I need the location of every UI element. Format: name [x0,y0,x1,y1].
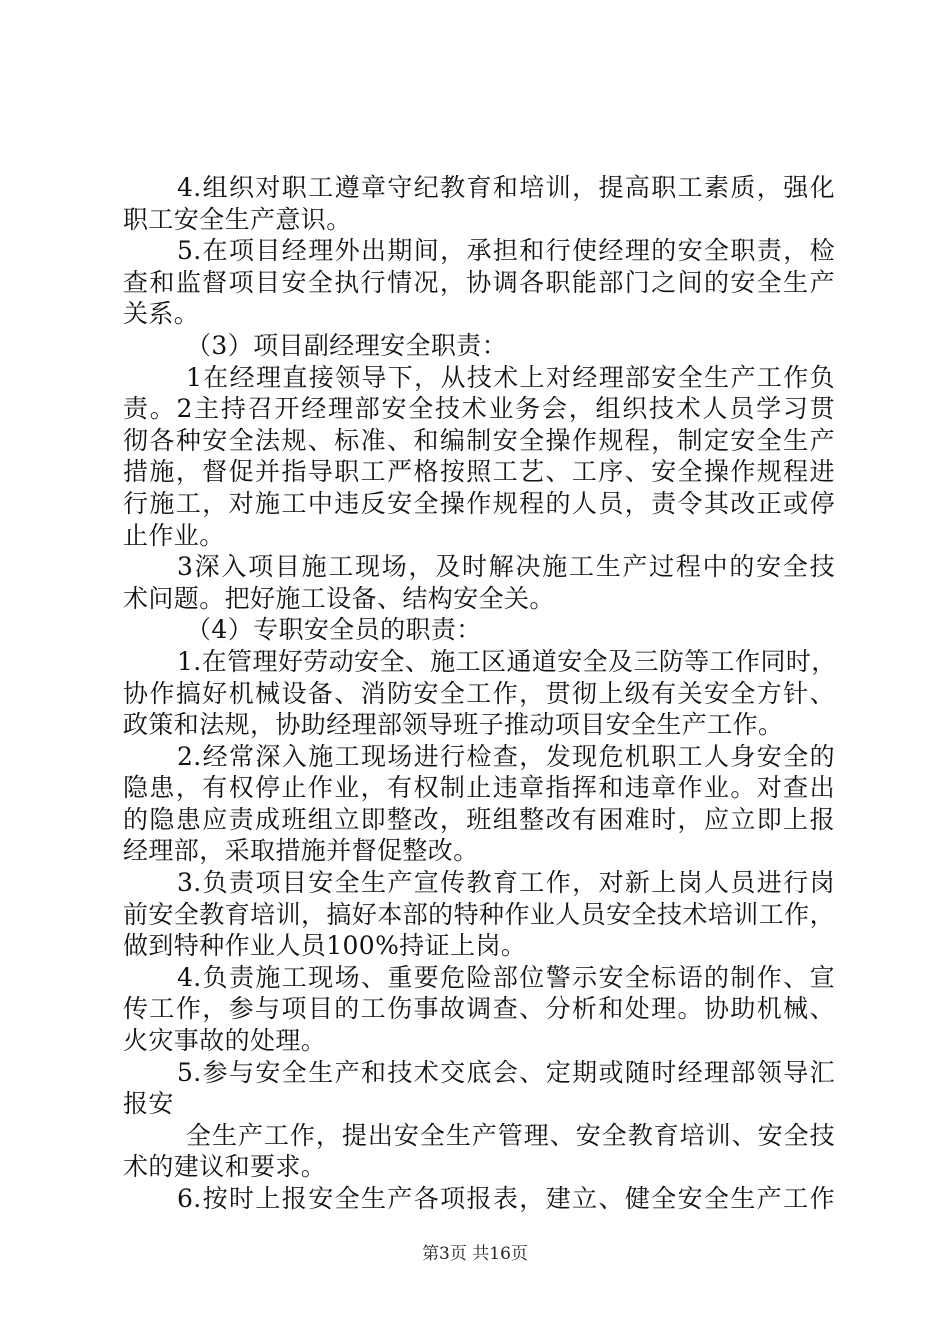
text-line: 4.组织对职工遵章守纪教育和培训，提高职工素质，强化 [177,173,835,202]
text-line: 传工作，参与项目的工伤事故调查、分析和处理。协助机械、 [123,994,835,1024]
text-line: 6.按时上报安全生产各项报表，建立、健全安全生产工作 [177,1184,835,1213]
text-line: 术的建议和要求。 [123,1152,327,1182]
text-line: 职工安全生产意识。 [123,204,352,234]
text-line: 前安全教育培训，搞好本部的特种作业人员安全技术培训工作， [123,899,835,929]
text-line: 4.负责施工现场、重要危险部位警示安全标语的制作、宣 [177,962,835,992]
text-line: 1在经理直接领导下，从技术上对经理部安全生产工作负 [186,362,835,392]
text-line: 协作搞好机械设备、消防安全工作，贯彻上级有关安全方针、 [123,678,835,708]
text-line: 的隐患应责成班组立即整改，班组整改有困难时，应立即上报 [123,804,835,834]
text-line: 全生产工作，提出安全生产管理、安全教育培训、安全技 [186,1120,835,1150]
text-line: 关系。 [123,299,200,329]
text-line: 措施，督促并指导职工严格按照工艺、工序、安全操作规程进 [123,457,835,487]
section-heading: （3）项目副经理安全职责： [186,330,508,360]
text-line: 1.在管理好劳动安全、施工区通道安全及三防等工作同时， [177,646,837,676]
text-line: 2.经常深入施工现场进行检查，发现危机职工人身安全的 [177,741,835,771]
section-heading: （4）专职安全员的职责： [186,615,482,645]
text-line: 3.负责项目安全生产宣传教育工作，对新上岗人员进行岗 [177,868,835,898]
text-line: 经理部，采取措施并督促整改。 [123,836,479,866]
text-line: 止作业。 [123,520,225,550]
text-line: 行施工，对施工中违反安全操作规程的人员，责令其改正或停 [123,488,835,518]
text-line: 报安 [123,1089,174,1119]
text-line: 5.参与安全生产和技术交底会、定期或随时经理部领导汇 [177,1057,835,1087]
text-line: 政策和法规，协助经理部领导班子推动项目安全生产工作。 [123,710,784,740]
text-line: 查和监督项目安全执行情况，协调各职能部门之间的安全生产 [123,267,835,297]
text-line: 3深入项目施工现场，及时解决施工生产过程中的安全技 [177,552,835,582]
text-line: 术问题。把好施工设备、结构安全关。 [123,583,555,613]
text-line: 5.在项目经理外出期间，承担和行使经理的安全职责，检 [177,236,835,266]
page-number-footer: 第3页 共16页 [422,1244,528,1264]
text-line: 隐患，有权停止作业，有权制止违章指挥和违章作业。对查出 [123,773,835,803]
text-line: 责。2主持召开经理部安全技术业务会，组织技术人员学习贯 [123,394,835,424]
text-line: 做到特种作业人员100%持证上岗。 [123,931,527,961]
document-body [123,172,835,1215]
text-line: 彻各种安全法规、标准、和编制安全操作规程，制定安全生产 [123,425,835,455]
text-line: 火灾事故的处理。 [123,1026,327,1056]
